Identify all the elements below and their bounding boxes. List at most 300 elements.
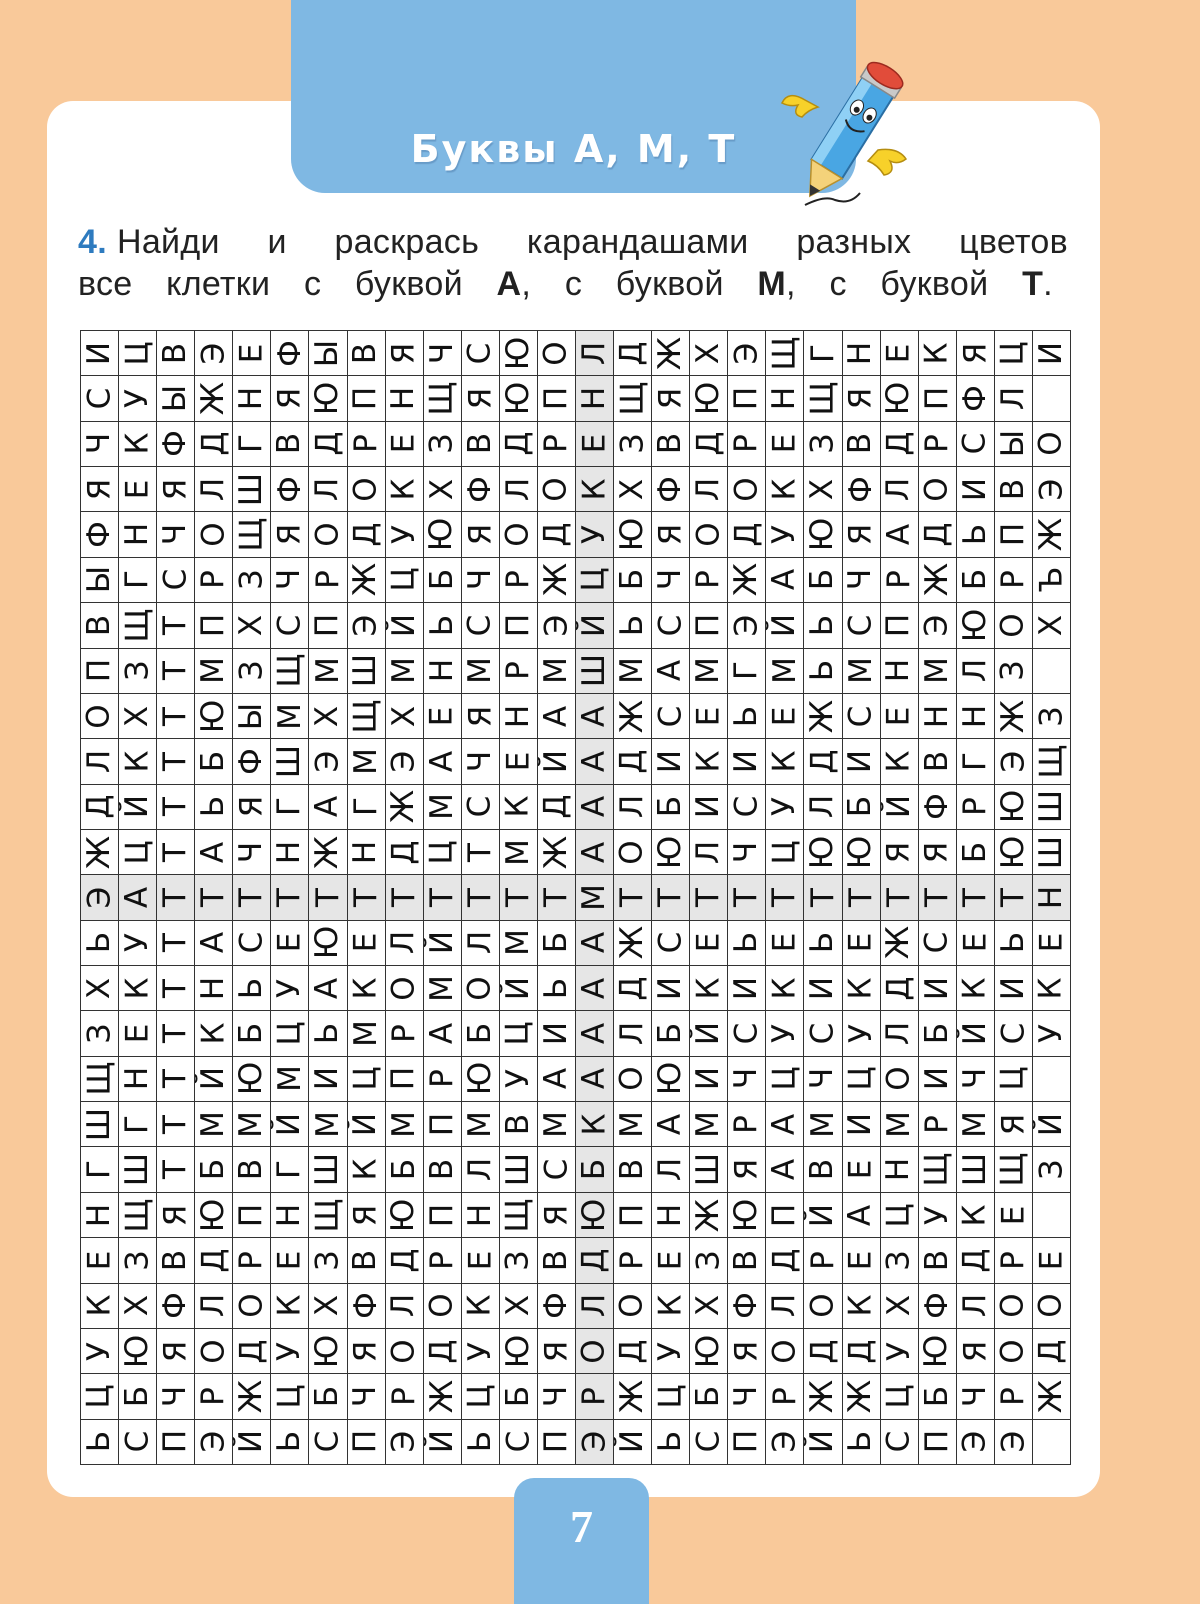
grid-cell[interactable] [538,649,576,694]
grid-cell[interactable] [728,1238,766,1283]
grid-cell[interactable] [766,1057,804,1102]
grid-cell[interactable] [652,785,690,830]
grid-cell[interactable] [804,512,842,557]
grid-cell[interactable] [195,694,233,739]
grid-cell[interactable] [766,1147,804,1192]
grid-cell[interactable] [843,694,881,739]
grid-cell[interactable] [652,694,690,739]
grid-cell[interactable] [309,512,347,557]
grid-cell[interactable] [804,331,842,376]
grid-cell[interactable] [728,966,766,1011]
grid-cell[interactable] [309,921,347,966]
grid-cell[interactable] [233,966,271,1011]
grid-cell[interactable] [309,1420,347,1465]
grid-cell[interactable] [424,512,462,557]
grid-cell[interactable] [881,1374,919,1419]
grid-cell[interactable] [462,1329,500,1374]
grid-cell[interactable] [843,376,881,421]
grid-cell[interactable] [690,649,728,694]
grid-cell[interactable] [271,739,309,784]
grid-cell[interactable] [843,1193,881,1238]
grid-cell[interactable] [766,1374,804,1419]
grid-cell[interactable] [424,1057,462,1102]
grid-cell[interactable] [424,1374,462,1419]
grid-cell[interactable] [881,422,919,467]
grid-cell[interactable] [462,512,500,557]
grid-cell[interactable] [614,785,652,830]
grid-cell[interactable] [614,467,652,512]
grid-cell[interactable] [81,966,119,1011]
grid-cell[interactable] [1033,1102,1071,1147]
grid-cell[interactable] [424,875,462,920]
grid-cell[interactable] [81,603,119,648]
grid-cell[interactable] [233,694,271,739]
grid-cell[interactable] [957,875,995,920]
grid-cell[interactable] [500,694,538,739]
grid-cell[interactable] [462,649,500,694]
grid-cell[interactable] [81,331,119,376]
grid-cell[interactable] [462,966,500,1011]
grid-cell[interactable] [919,1284,957,1329]
grid-cell[interactable] [119,739,157,784]
grid-cell[interactable] [348,875,386,920]
grid-cell[interactable] [690,1057,728,1102]
grid-cell[interactable] [1033,785,1071,830]
grid-cell[interactable] [957,1011,995,1056]
grid-cell[interactable] [271,921,309,966]
grid-cell[interactable] [195,875,233,920]
grid-cell[interactable] [881,331,919,376]
grid-cell[interactable] [652,1011,690,1056]
grid-cell[interactable] [500,1420,538,1465]
grid-cell[interactable] [881,1147,919,1192]
grid-cell[interactable] [119,1057,157,1102]
grid-cell[interactable] [538,966,576,1011]
grid-cell[interactable] [804,1238,842,1283]
grid-cell[interactable] [1033,1420,1071,1465]
grid-cell[interactable] [271,1374,309,1419]
grid-cell[interactable] [919,830,957,875]
grid-cell[interactable] [881,739,919,784]
grid-cell[interactable] [614,1147,652,1192]
grid-cell[interactable] [1033,830,1071,875]
grid-cell[interactable] [843,1284,881,1329]
grid-cell[interactable] [995,830,1033,875]
grid-cell[interactable] [157,331,195,376]
grid-cell[interactable] [195,467,233,512]
grid-cell[interactable] [271,694,309,739]
grid-cell[interactable] [348,1011,386,1056]
grid-cell[interactable] [157,1238,195,1283]
grid-cell[interactable] [119,1147,157,1192]
grid-cell[interactable] [1033,1238,1071,1283]
grid-cell[interactable] [386,875,424,920]
grid-cell[interactable] [233,376,271,421]
grid-cell[interactable] [348,422,386,467]
grid-cell[interactable] [195,603,233,648]
grid-cell[interactable] [81,739,119,784]
grid-cell[interactable] [766,1238,804,1283]
grid-cell[interactable] [881,558,919,603]
grid-cell[interactable] [233,467,271,512]
grid-cell[interactable] [957,785,995,830]
grid-cell[interactable] [843,921,881,966]
grid-cell[interactable] [348,376,386,421]
grid-cell[interactable] [652,1102,690,1147]
grid-cell[interactable] [690,739,728,784]
grid-cell[interactable] [500,649,538,694]
grid-cell[interactable] [538,558,576,603]
grid-cell[interactable] [195,1057,233,1102]
grid-cell[interactable] [500,921,538,966]
grid-cell[interactable] [843,331,881,376]
grid-cell[interactable] [500,603,538,648]
grid-cell[interactable] [614,1329,652,1374]
grid-cell[interactable] [957,739,995,784]
grid-cell[interactable] [652,467,690,512]
grid-cell[interactable] [538,1147,576,1192]
grid-cell[interactable] [348,694,386,739]
grid-cell[interactable] [652,1147,690,1192]
grid-cell[interactable] [386,422,424,467]
grid-cell[interactable] [271,785,309,830]
grid-cell[interactable] [804,603,842,648]
grid-cell[interactable] [462,467,500,512]
grid-cell[interactable] [995,1057,1033,1102]
grid-cell[interactable] [119,603,157,648]
grid-cell[interactable] [1033,1329,1071,1374]
grid-cell[interactable] [766,376,804,421]
grid-cell[interactable] [766,921,804,966]
grid-cell[interactable] [233,1011,271,1056]
grid-cell[interactable] [233,1147,271,1192]
grid-cell[interactable] [309,1284,347,1329]
grid-cell[interactable] [995,1284,1033,1329]
grid-cell[interactable] [614,1238,652,1283]
grid-cell[interactable] [728,1374,766,1419]
grid-cell[interactable] [462,1420,500,1465]
grid-cell[interactable] [386,512,424,557]
grid-cell[interactable] [995,376,1033,421]
grid-cell[interactable] [309,603,347,648]
grid-cell[interactable] [576,1011,614,1056]
grid-cell[interactable] [271,1284,309,1329]
grid-cell[interactable] [309,1374,347,1419]
grid-cell[interactable] [309,1193,347,1238]
grid-cell[interactable] [233,921,271,966]
grid-cell[interactable] [348,1147,386,1192]
grid-cell[interactable] [500,1147,538,1192]
grid-cell[interactable] [652,830,690,875]
grid-cell[interactable] [919,1057,957,1102]
grid-cell[interactable] [538,376,576,421]
grid-cell[interactable] [1033,694,1071,739]
grid-cell[interactable] [843,558,881,603]
grid-cell[interactable] [348,1329,386,1374]
grid-cell[interactable] [881,785,919,830]
grid-cell[interactable] [804,785,842,830]
grid-cell[interactable] [957,1147,995,1192]
grid-cell[interactable] [157,966,195,1011]
grid-cell[interactable] [462,1102,500,1147]
grid-cell[interactable] [386,1238,424,1283]
grid-cell[interactable] [614,558,652,603]
grid-cell[interactable] [995,1193,1033,1238]
grid-cell[interactable] [424,1102,462,1147]
grid-cell[interactable] [462,1147,500,1192]
grid-cell[interactable] [652,1420,690,1465]
grid-cell[interactable] [462,1057,500,1102]
grid-cell[interactable] [538,512,576,557]
grid-cell[interactable] [881,875,919,920]
grid-cell[interactable] [233,1057,271,1102]
grid-cell[interactable] [386,467,424,512]
grid-cell[interactable] [119,875,157,920]
grid-cell[interactable] [271,512,309,557]
grid-cell[interactable] [804,966,842,1011]
grid-cell[interactable] [424,1011,462,1056]
grid-cell[interactable] [119,1329,157,1374]
grid-cell[interactable] [119,1374,157,1419]
grid-cell[interactable] [271,830,309,875]
grid-cell[interactable] [881,603,919,648]
grid-cell[interactable] [233,512,271,557]
grid-cell[interactable] [233,331,271,376]
grid-cell[interactable] [957,921,995,966]
grid-cell[interactable] [1033,512,1071,557]
grid-cell[interactable] [81,921,119,966]
grid-cell[interactable] [386,785,424,830]
grid-cell[interactable] [843,875,881,920]
grid-cell[interactable] [652,649,690,694]
grid-cell[interactable] [1033,1057,1071,1102]
grid-cell[interactable] [386,830,424,875]
grid-cell[interactable] [538,694,576,739]
grid-cell[interactable] [386,1420,424,1465]
grid-cell[interactable] [157,1329,195,1374]
grid-cell[interactable] [386,1102,424,1147]
grid-cell[interactable] [81,1238,119,1283]
grid-cell[interactable] [995,1102,1033,1147]
grid-cell[interactable] [843,785,881,830]
grid-cell[interactable] [652,1284,690,1329]
grid-cell[interactable] [919,1102,957,1147]
grid-cell[interactable] [690,467,728,512]
grid-cell[interactable] [1033,1374,1071,1419]
grid-cell[interactable] [271,966,309,1011]
grid-cell[interactable] [271,603,309,648]
grid-cell[interactable] [538,1374,576,1419]
grid-cell[interactable] [957,1284,995,1329]
grid-cell[interactable] [576,512,614,557]
grid-cell[interactable] [881,966,919,1011]
grid-cell[interactable] [81,422,119,467]
grid-cell[interactable] [843,467,881,512]
grid-cell[interactable] [309,966,347,1011]
grid-cell[interactable] [271,1011,309,1056]
grid-cell[interactable] [348,649,386,694]
grid-cell[interactable] [652,966,690,1011]
grid-cell[interactable] [614,830,652,875]
grid-cell[interactable] [614,1102,652,1147]
grid-cell[interactable] [195,376,233,421]
grid-cell[interactable] [843,422,881,467]
grid-cell[interactable] [919,875,957,920]
grid-cell[interactable] [690,558,728,603]
grid-cell[interactable] [957,649,995,694]
grid-cell[interactable] [766,649,804,694]
grid-cell[interactable] [119,558,157,603]
grid-cell[interactable] [995,467,1033,512]
grid-cell[interactable] [919,785,957,830]
grid-cell[interactable] [386,376,424,421]
grid-cell[interactable] [538,830,576,875]
grid-cell[interactable] [576,1147,614,1192]
grid-cell[interactable] [119,1238,157,1283]
grid-cell[interactable] [81,694,119,739]
grid-cell[interactable] [957,830,995,875]
grid-cell[interactable] [919,1374,957,1419]
grid-cell[interactable] [538,1102,576,1147]
grid-cell[interactable] [271,1420,309,1465]
grid-cell[interactable] [424,921,462,966]
grid-cell[interactable] [157,1374,195,1419]
grid-cell[interactable] [424,649,462,694]
grid-cell[interactable] [766,785,804,830]
grid-cell[interactable] [576,1102,614,1147]
grid-cell[interactable] [766,1420,804,1465]
grid-cell[interactable] [576,1057,614,1102]
grid-cell[interactable] [728,422,766,467]
grid-cell[interactable] [881,1420,919,1465]
grid-cell[interactable] [804,921,842,966]
grid-cell[interactable] [462,1011,500,1056]
grid-cell[interactable] [500,1238,538,1283]
grid-cell[interactable] [538,785,576,830]
grid-cell[interactable] [995,331,1033,376]
grid-cell[interactable] [424,1329,462,1374]
grid-cell[interactable] [576,376,614,421]
grid-cell[interactable] [462,1238,500,1283]
grid-cell[interactable] [690,1147,728,1192]
grid-cell[interactable] [500,467,538,512]
grid-cell[interactable] [1033,1147,1071,1192]
grid-cell[interactable] [843,1329,881,1374]
grid-cell[interactable] [576,1238,614,1283]
grid-cell[interactable] [881,921,919,966]
grid-cell[interactable] [728,1420,766,1465]
grid-cell[interactable] [81,785,119,830]
grid-cell[interactable] [424,558,462,603]
grid-cell[interactable] [881,1284,919,1329]
grid-cell[interactable] [957,467,995,512]
grid-cell[interactable] [157,649,195,694]
grid-cell[interactable] [843,1102,881,1147]
grid-cell[interactable] [386,1329,424,1374]
grid-cell[interactable] [500,739,538,784]
grid-cell[interactable] [995,785,1033,830]
grid-cell[interactable] [804,422,842,467]
grid-cell[interactable] [766,1329,804,1374]
grid-cell[interactable] [348,558,386,603]
grid-cell[interactable] [804,875,842,920]
grid-cell[interactable] [195,1102,233,1147]
grid-cell[interactable] [119,331,157,376]
grid-cell[interactable] [233,830,271,875]
grid-cell[interactable] [195,649,233,694]
grid-cell[interactable] [81,376,119,421]
grid-cell[interactable] [81,512,119,557]
grid-cell[interactable] [386,1011,424,1056]
grid-cell[interactable] [690,376,728,421]
grid-cell[interactable] [1033,558,1071,603]
grid-cell[interactable] [157,830,195,875]
grid-cell[interactable] [1033,921,1071,966]
grid-cell[interactable] [576,921,614,966]
grid-cell[interactable] [500,1102,538,1147]
grid-cell[interactable] [690,1102,728,1147]
grid-cell[interactable] [538,875,576,920]
grid-cell[interactable] [538,1193,576,1238]
grid-cell[interactable] [309,830,347,875]
grid-cell[interactable] [728,376,766,421]
grid-cell[interactable] [462,694,500,739]
grid-cell[interactable] [919,331,957,376]
grid-cell[interactable] [919,422,957,467]
grid-cell[interactable] [728,558,766,603]
grid-cell[interactable] [195,558,233,603]
grid-cell[interactable] [309,694,347,739]
grid-cell[interactable] [614,331,652,376]
grid-cell[interactable] [652,739,690,784]
grid-cell[interactable] [500,1193,538,1238]
grid-cell[interactable] [919,966,957,1011]
grid-cell[interactable] [157,1284,195,1329]
grid-cell[interactable] [728,1011,766,1056]
grid-cell[interactable] [119,694,157,739]
grid-cell[interactable] [919,1193,957,1238]
grid-cell[interactable] [957,422,995,467]
grid-cell[interactable] [119,785,157,830]
grid-cell[interactable] [690,1011,728,1056]
grid-cell[interactable] [576,1374,614,1419]
grid-cell[interactable] [157,694,195,739]
grid-cell[interactable] [690,422,728,467]
grid-cell[interactable] [119,1193,157,1238]
grid-cell[interactable] [233,1420,271,1465]
grid-cell[interactable] [348,785,386,830]
grid-cell[interactable] [348,331,386,376]
grid-cell[interactable] [1033,467,1071,512]
grid-cell[interactable] [195,1284,233,1329]
grid-cell[interactable] [881,1193,919,1238]
grid-cell[interactable] [804,739,842,784]
grid-cell[interactable] [424,1147,462,1192]
grid-cell[interactable] [576,1329,614,1374]
grid-cell[interactable] [386,1147,424,1192]
grid-cell[interactable] [690,694,728,739]
grid-cell[interactable] [995,649,1033,694]
grid-cell[interactable] [538,467,576,512]
grid-cell[interactable] [500,785,538,830]
grid-cell[interactable] [690,1284,728,1329]
grid-cell[interactable] [804,1420,842,1465]
grid-cell[interactable] [995,694,1033,739]
grid-cell[interactable] [652,331,690,376]
grid-cell[interactable] [652,1193,690,1238]
grid-cell[interactable] [81,1329,119,1374]
grid-cell[interactable] [881,1057,919,1102]
